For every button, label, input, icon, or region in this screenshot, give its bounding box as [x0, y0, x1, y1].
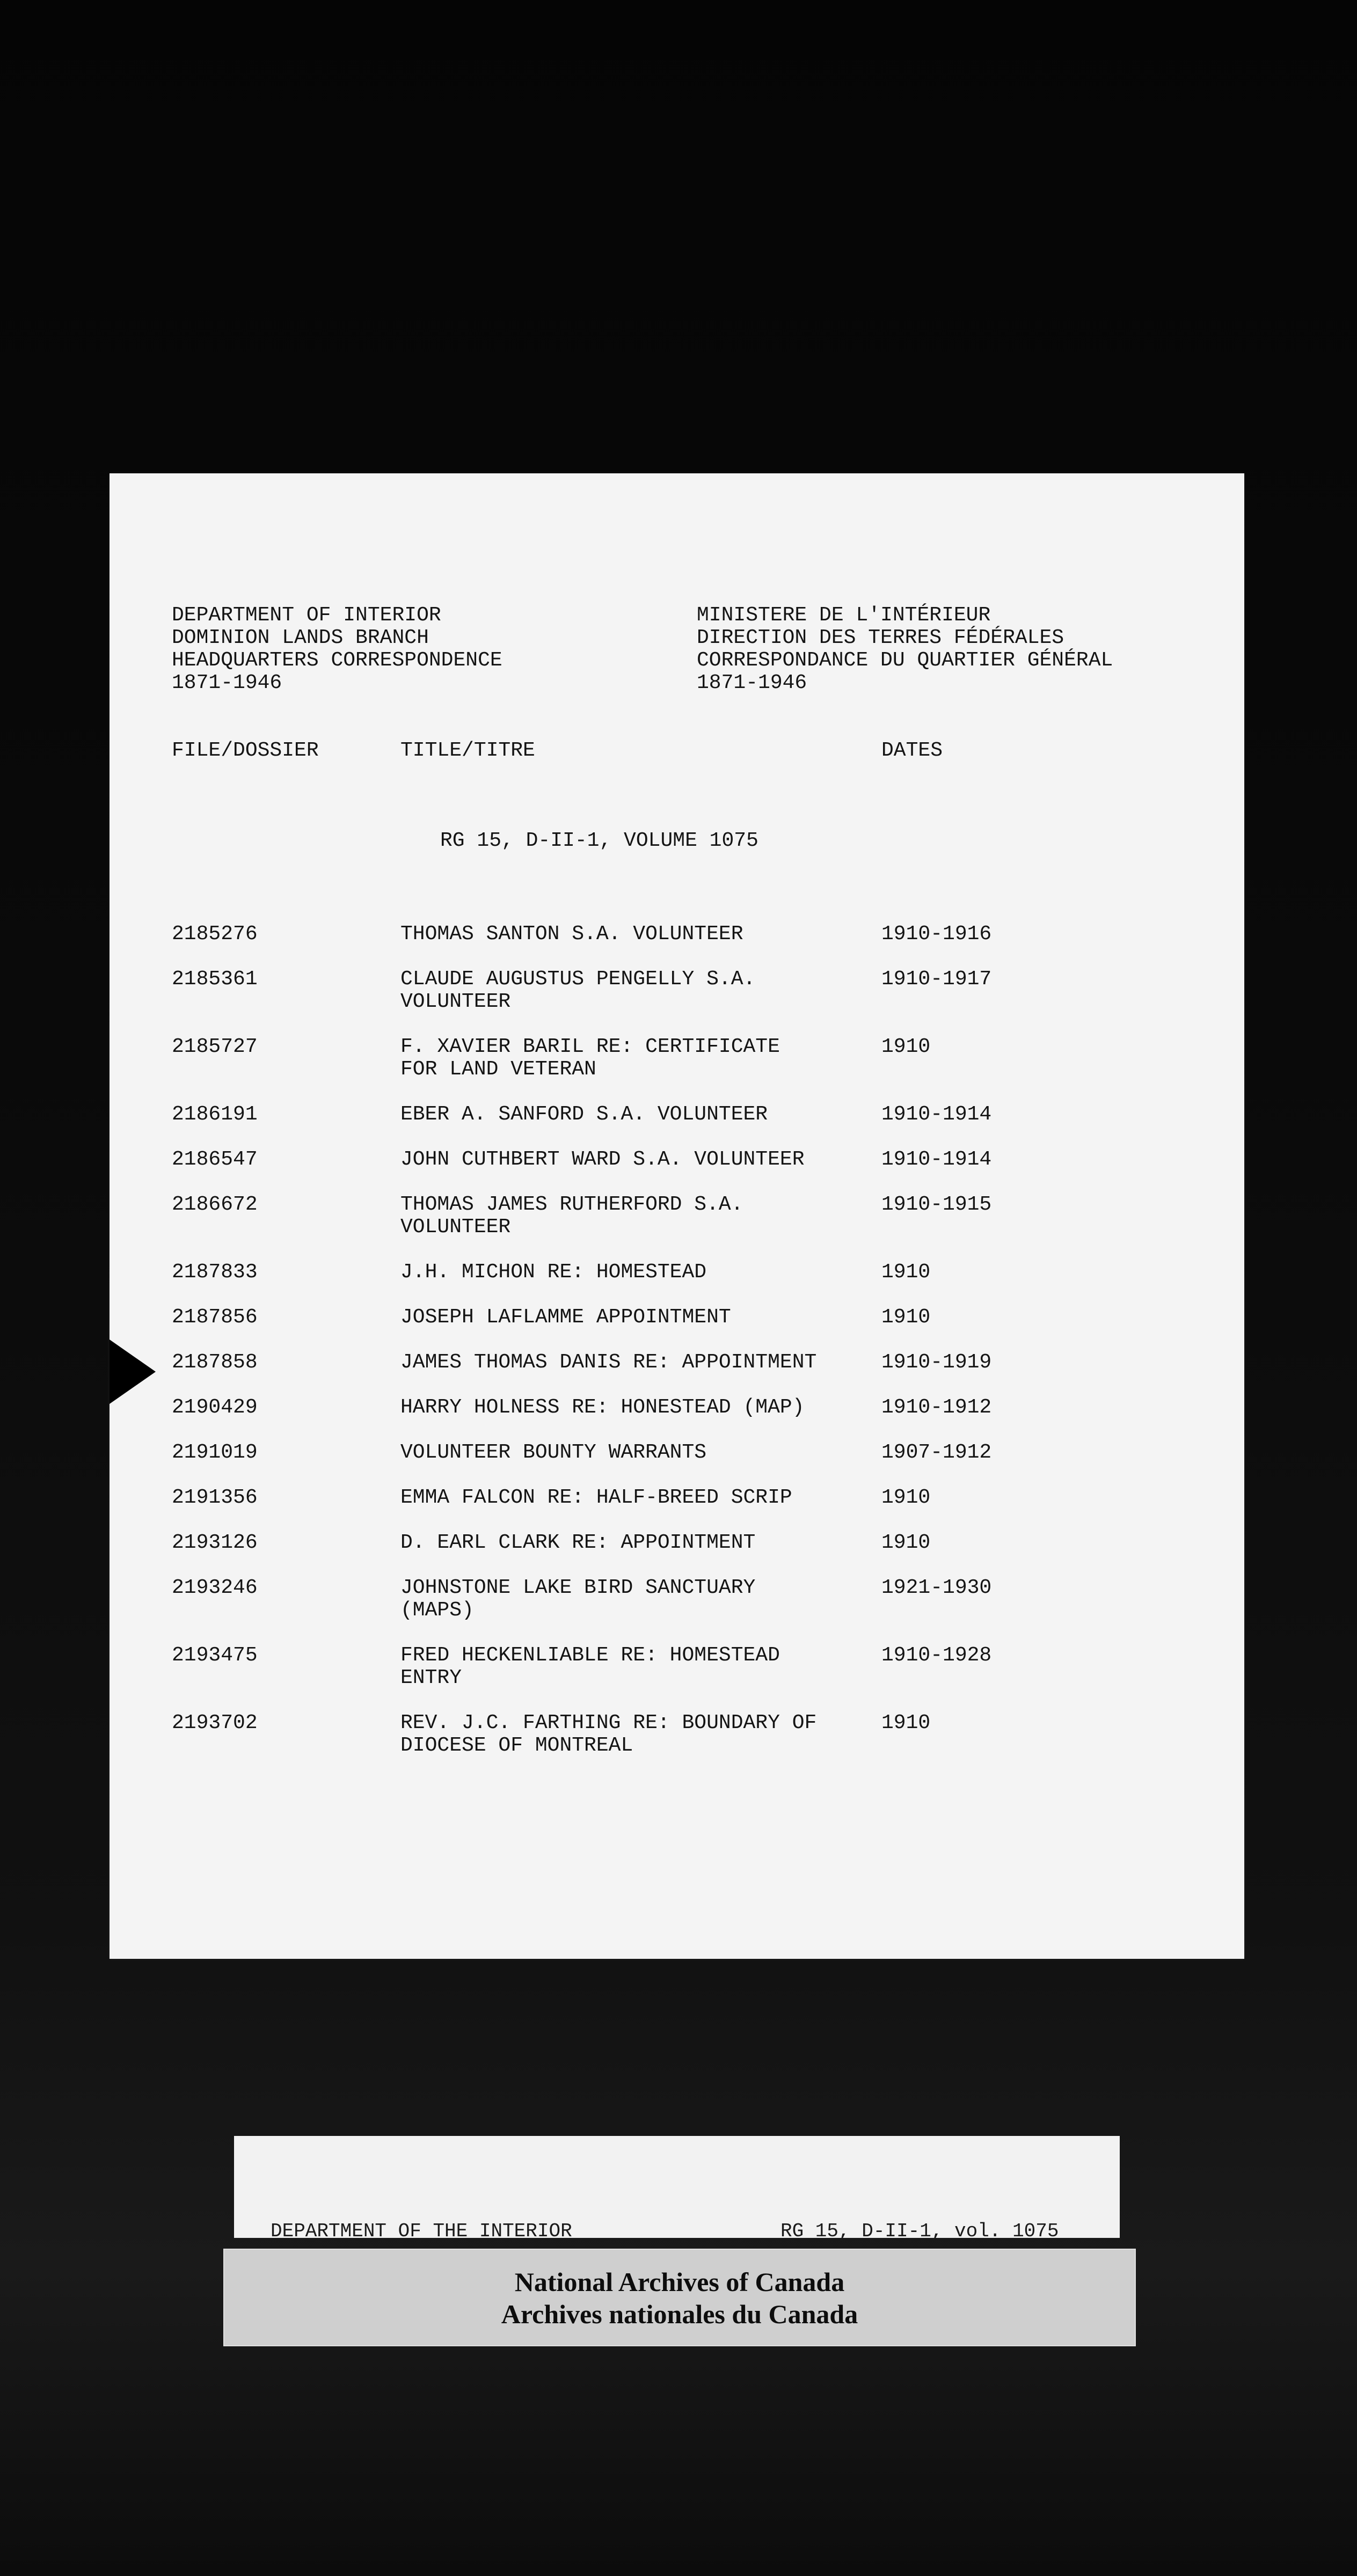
file-number: 2186191 [172, 1103, 258, 1126]
file-title: VOLUNTEER BOUNTY WARRANTS [400, 1441, 707, 1464]
header-french-line: 1871-1946 [697, 671, 807, 694]
label-strip-line: RG 15, D-II-1, vol. 1075 [780, 2220, 1059, 2242]
file-dates: 1910-1919 [881, 1351, 992, 1374]
header-english-line: DOMINION LANDS BRANCH [172, 626, 429, 649]
file-dates: 1910 [881, 1486, 931, 1509]
file-dates: 1910 [881, 1711, 931, 1735]
file-dates: 1910 [881, 1035, 931, 1058]
file-title: EMMA FALCON RE: HALF-BREED SCRIP [400, 1486, 792, 1509]
file-dates: 1910-1916 [881, 923, 992, 946]
file-title: HARRY HOLNESS RE: HONESTEAD (MAP) [400, 1396, 805, 1419]
file-number: 2185361 [172, 968, 258, 991]
file-row [110, 1644, 1244, 1689]
file-number: 2185276 [172, 923, 258, 946]
file-number: 2193126 [172, 1531, 258, 1554]
page-marker-notch [110, 1340, 156, 1404]
file-dates: 1910-1914 [881, 1148, 992, 1171]
file-number: 2191356 [172, 1486, 258, 1509]
file-row [110, 923, 1244, 946]
volume-reference: RG 15, D-II-1, VOLUME 1075 [440, 829, 758, 852]
file-number: 2186547 [172, 1148, 258, 1171]
file-row [110, 1487, 1244, 1509]
file-row [110, 1532, 1244, 1554]
file-number: 2193246 [172, 1576, 258, 1599]
column-header-dates: DATES [881, 739, 943, 762]
file-dates: 1910 [881, 1531, 931, 1554]
header-french-line: DIRECTION DES TERRES FÉDÉRALES [697, 626, 1064, 649]
file-dates: 1907-1912 [881, 1441, 992, 1464]
header-french-line: MINISTERE DE L'INTÉRIEUR [697, 604, 991, 627]
header-english [172, 604, 655, 694]
file-dates: 1910-1914 [881, 1103, 992, 1126]
archives-name-french: Archives nationales du Canada [501, 2299, 858, 2329]
national-archives-plate [223, 2249, 1136, 2346]
file-number: 2193702 [172, 1711, 258, 1735]
header-english-line: DEPARTMENT OF INTERIOR [172, 604, 441, 627]
header-english-line: HEADQUARTERS CORRESPONDENCE [172, 649, 502, 672]
file-row [110, 968, 1244, 1013]
header-english-line: 1871-1946 [172, 671, 282, 694]
header-french [697, 604, 1223, 694]
document-page [110, 473, 1244, 1959]
file-list [110, 923, 1244, 1780]
file-number: 2193475 [172, 1644, 258, 1667]
file-title: F. XAVIER BARIL RE: CERTIFICATE FOR LAND VETERAN [400, 1035, 780, 1081]
file-dates: 1910-1917 [881, 968, 992, 991]
file-dates: 1910-1912 [881, 1396, 992, 1419]
file-number: 2191019 [172, 1441, 258, 1464]
file-title: JOSEPH LAFLAMME APPOINTMENT [400, 1306, 731, 1329]
file-row [110, 1306, 1244, 1329]
file-row [110, 1577, 1244, 1622]
file-title: CLAUDE AUGUSTUS PENGELLY S.A. VOLUNTEER [400, 968, 756, 1013]
file-row [110, 1148, 1244, 1171]
column-header-title: TITLE/TITRE [400, 739, 535, 762]
file-title: FRED HECKENLIABLE RE: HOMESTEAD ENTRY [400, 1644, 780, 1689]
file-row [110, 1103, 1244, 1126]
file-row [110, 1441, 1244, 1464]
archives-name-english: National Archives of Canada [514, 2267, 845, 2297]
file-title: REV. J.C. FARTHING RE: BOUNDARY OF DIOCESE OF MONTREAL [400, 1711, 817, 1757]
file-title: JOHN CUTHBERT WARD S.A. VOLUNTEER [400, 1148, 805, 1171]
file-title: EBER A. SANFORD S.A. VOLUNTEER [400, 1103, 768, 1126]
file-row [110, 1261, 1244, 1284]
header-french-line: CORRESPONDANCE DU QUARTIER GÉNÉRAL [697, 649, 1113, 672]
file-dates: 1910 [881, 1306, 931, 1329]
file-title: THOMAS SANTON S.A. VOLUNTEER [400, 923, 743, 946]
file-row [110, 1036, 1244, 1081]
file-row [110, 1712, 1244, 1757]
file-number: 2190429 [172, 1396, 258, 1419]
file-title: JAMES THOMAS DANIS RE: APPOINTMENT [400, 1351, 817, 1374]
file-dates: 1910-1915 [881, 1193, 992, 1216]
file-row [110, 1194, 1244, 1239]
file-row [110, 1396, 1244, 1419]
file-title: D. EARL CLARK RE: APPOINTMENT [400, 1531, 756, 1554]
file-dates: 1921-1930 [881, 1576, 992, 1599]
file-dates: 1910-1928 [881, 1644, 992, 1667]
file-row [110, 1351, 1244, 1374]
file-title: J.H. MICHON RE: HOMESTEAD [400, 1261, 707, 1284]
archive-label-strip [234, 2136, 1120, 2242]
file-number: 2186672 [172, 1193, 258, 1216]
file-number: 2187858 [172, 1351, 258, 1374]
label-strip-line: DEPARTMENT OF THE INTERIOR [271, 2220, 572, 2242]
file-number: 2187856 [172, 1306, 258, 1329]
file-number: 2187833 [172, 1261, 258, 1284]
file-number: 2185727 [172, 1035, 258, 1058]
column-header-file: FILE/DOSSIER [172, 739, 319, 762]
file-title: THOMAS JAMES RUTHERFORD S.A. VOLUNTEER [400, 1193, 743, 1239]
file-dates: 1910 [881, 1261, 931, 1284]
file-title: JOHNSTONE LAKE BIRD SANCTUARY (MAPS) [400, 1576, 756, 1622]
